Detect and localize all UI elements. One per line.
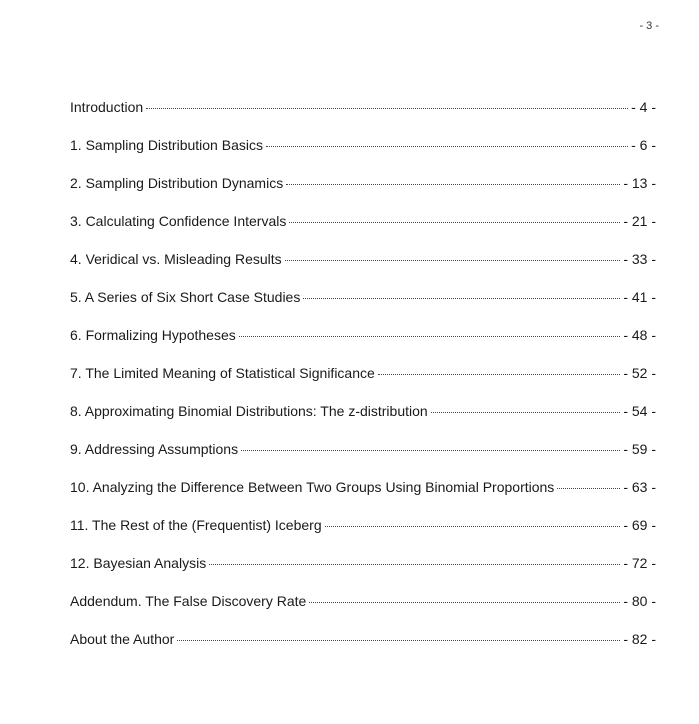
toc-entry-page: - 48 - <box>623 327 656 343</box>
toc-entry-title: 5. A Series of Six Short Case Studies <box>70 289 301 305</box>
toc-entry-chapter-8[interactable] <box>70 398 656 436</box>
dot-leader <box>241 450 620 451</box>
toc-entry-chapter-3[interactable] <box>70 208 656 246</box>
dot-leader <box>378 374 621 375</box>
toc-entry-title: Addendum. The False Discovery Rate <box>70 593 307 609</box>
toc-entry-page: - 4 - <box>631 99 656 115</box>
dot-leader <box>303 298 620 299</box>
toc-entry-page: - 54 - <box>623 403 656 419</box>
dot-leader <box>309 602 620 603</box>
toc-entry-page: - 59 - <box>623 441 656 457</box>
toc-entry-page: - 6 - <box>631 137 656 153</box>
toc-entry-page: - 52 - <box>623 365 656 381</box>
toc-entry-page: - 33 - <box>623 251 656 267</box>
toc-entry-about-the-author[interactable] <box>70 626 656 664</box>
toc-entry-title: 9. Addressing Assumptions <box>70 441 239 457</box>
toc-entry-page: - 72 - <box>623 555 656 571</box>
toc-entry-title: About the Author <box>70 631 175 647</box>
dot-leader <box>431 412 621 413</box>
dot-leader <box>325 526 621 527</box>
toc-entry-page: - 13 - <box>623 175 656 191</box>
toc-entry-page: - 63 - <box>623 479 656 495</box>
toc-entry-chapter-2[interactable] <box>70 170 656 208</box>
dot-leader <box>239 336 621 337</box>
toc-entry-title: 12. Bayesian Analysis <box>70 555 207 571</box>
dot-leader <box>289 222 620 223</box>
toc-entry-chapter-6[interactable] <box>70 322 656 360</box>
dot-leader <box>177 640 620 641</box>
page-number: - 3 - <box>639 20 659 32</box>
toc-entry-title: 1. Sampling Distribution Basics <box>70 137 263 153</box>
toc-entry-page: - 82 - <box>623 631 656 647</box>
toc-entry-page: - 41 - <box>623 289 656 305</box>
toc-entry-page: - 80 - <box>623 593 656 609</box>
toc-entry-chapter-12[interactable] <box>70 550 656 588</box>
toc-entry-title: 2. Sampling Distribution Dynamics <box>70 175 284 191</box>
toc-entry-title: 7. The Limited Meaning of Statistical Significance <box>70 365 375 381</box>
dot-leader <box>209 564 620 565</box>
toc-entry-page: - 69 - <box>623 517 656 533</box>
table-of-contents <box>70 94 656 664</box>
dot-leader <box>557 488 620 489</box>
toc-entry-title: Introduction <box>70 99 144 115</box>
toc-entry-introduction[interactable] <box>70 94 656 132</box>
toc-entry-chapter-1[interactable] <box>70 132 656 170</box>
toc-entry-title: 11. The Rest of the (Frequentist) Iceberg <box>70 517 322 533</box>
dot-leader <box>266 146 628 147</box>
toc-entry-chapter-4[interactable] <box>70 246 656 284</box>
toc-entry-title: 8. Approximating Binomial Distributions: The z-distribution <box>70 403 428 419</box>
toc-entry-chapter-9[interactable] <box>70 436 656 474</box>
toc-entry-chapter-5[interactable] <box>70 284 656 322</box>
toc-entry-chapter-11[interactable] <box>70 512 656 550</box>
toc-entry-page: - 21 - <box>623 213 656 229</box>
dot-leader <box>146 108 628 109</box>
toc-entry-addendum[interactable] <box>70 588 656 626</box>
toc-entry-chapter-7[interactable] <box>70 360 656 398</box>
toc-entry-title: 3. Calculating Confidence Intervals <box>70 213 287 229</box>
toc-entry-title: 4. Veridical vs. Misleading Results <box>70 251 282 267</box>
toc-entry-title: 6. Formalizing Hypotheses <box>70 327 236 343</box>
dot-leader <box>286 184 620 185</box>
dot-leader <box>285 260 621 261</box>
toc-entry-title: 10. Analyzing the Difference Between Two Groups Using Binomial Proportions <box>70 479 555 495</box>
toc-entry-chapter-10[interactable] <box>70 474 656 512</box>
